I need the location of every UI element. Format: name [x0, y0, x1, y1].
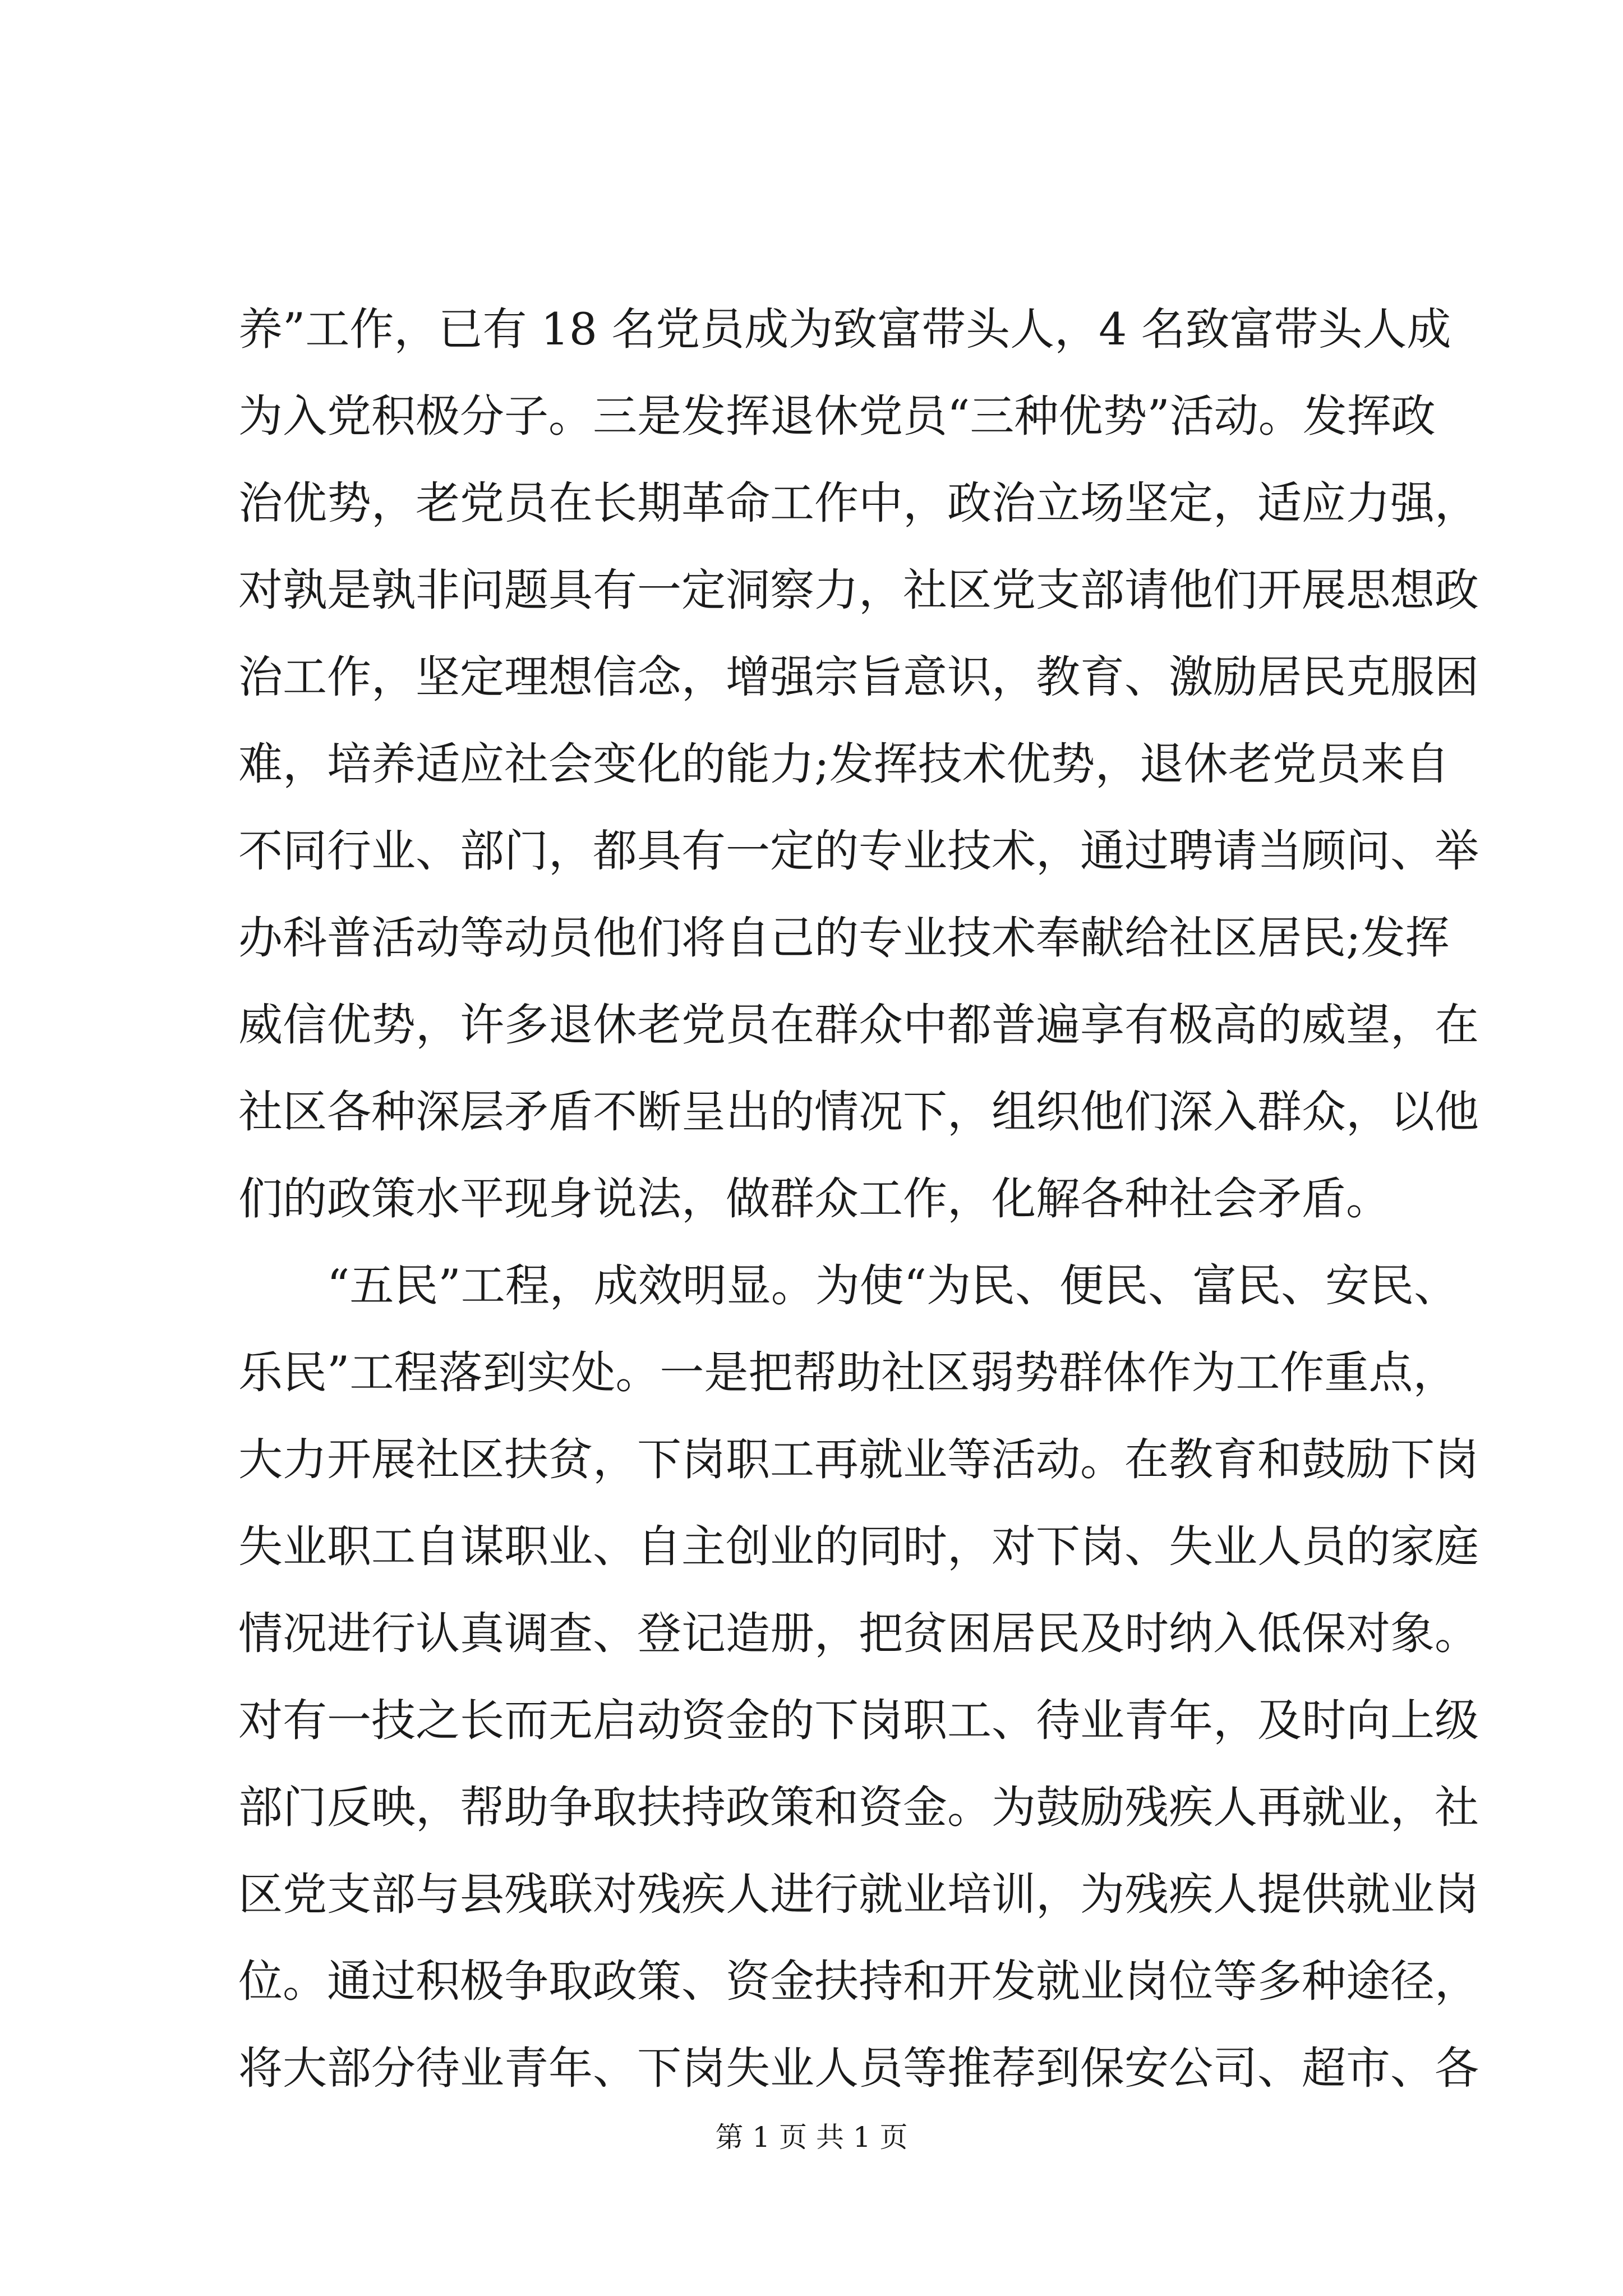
text-line: 对孰是孰非问题具有一定洞察力，社区党支部请他们开展思想政 [238, 564, 1479, 616]
text-line: 部门反映，帮助争取扶持政策和资金。为鼓励残疾人再就业，社 [238, 1782, 1479, 1833]
text-line: 不同行业、部门，都具有一定的专业技术，通过聘请当顾问、举 [238, 825, 1479, 877]
text-line: 乐民”工程落到实处。一是把帮助社区弱势群体作为工作重点， [238, 1347, 1458, 1398]
text-line: 难，培养适应社会变化的能力;发挥技术优势，退休老党员来自 [238, 738, 1450, 790]
text-line: 为入党积极分子。三是发挥退休党员“三种优势”活动。发挥政 [238, 390, 1436, 442]
text-line: 失业职工自谋职业、自主创业的同时，对下岗、失业人员的家庭 [238, 1521, 1479, 1572]
text-line: 对有一技之长而无启动资金的下岗职工、待业青年，及时向上级 [238, 1695, 1479, 1746]
text-line: 大力开展社区扶贫，下岗职工再就业等活动。在教育和鼓励下岗 [238, 1434, 1479, 1485]
text-line-paragraph-end: 们的政策水平现身说法，做群众工作，化解各种社会矛盾。 [238, 1173, 1390, 1225]
text-line: 将大部分待业青年、下岗失业人员等推荐到保安公司、超市、各 [238, 2042, 1479, 2094]
text-line: 治工作，坚定理想信念，增强宗旨意识，教育、激励居民克服困 [238, 651, 1479, 703]
text-line: 威信优势，许多退休老党员在群众中都普遍享有极高的威望，在 [238, 999, 1479, 1051]
text-line: 办科普活动等动员他们将自己的专业技术奉献给社区居民;发挥 [238, 912, 1450, 964]
text-line: 养”工作，已有 18 名党员成为致富带头人，4 名致富带头人成 [238, 303, 1451, 355]
text-line: 情况进行认真调查、登记造册，把贫困居民及时纳入低保对象。 [238, 1608, 1479, 1659]
text-line-paragraph-start: “五民”工程，成效明显。为使“为民、便民、富民、安民、 [238, 1260, 1459, 1312]
text-line: 治优势，老党员在长期革命工作中，政治立场坚定，适应力强， [238, 477, 1479, 529]
text-line: 位。通过积极争取政策、资金扶持和开发就业岗位等多种途径， [238, 1955, 1479, 2007]
text-line: 社区各种深层矛盾不断呈出的情况下，组织他们深入群众，以他 [238, 1086, 1479, 1138]
document-body [238, 286, 1479, 2112]
text-line: 区党支部与县残联对残疾人进行就业培训，为残疾人提供就业岗 [238, 1869, 1479, 1920]
page-number-footer: 第 1 页 共 1 页 [715, 2121, 908, 2154]
